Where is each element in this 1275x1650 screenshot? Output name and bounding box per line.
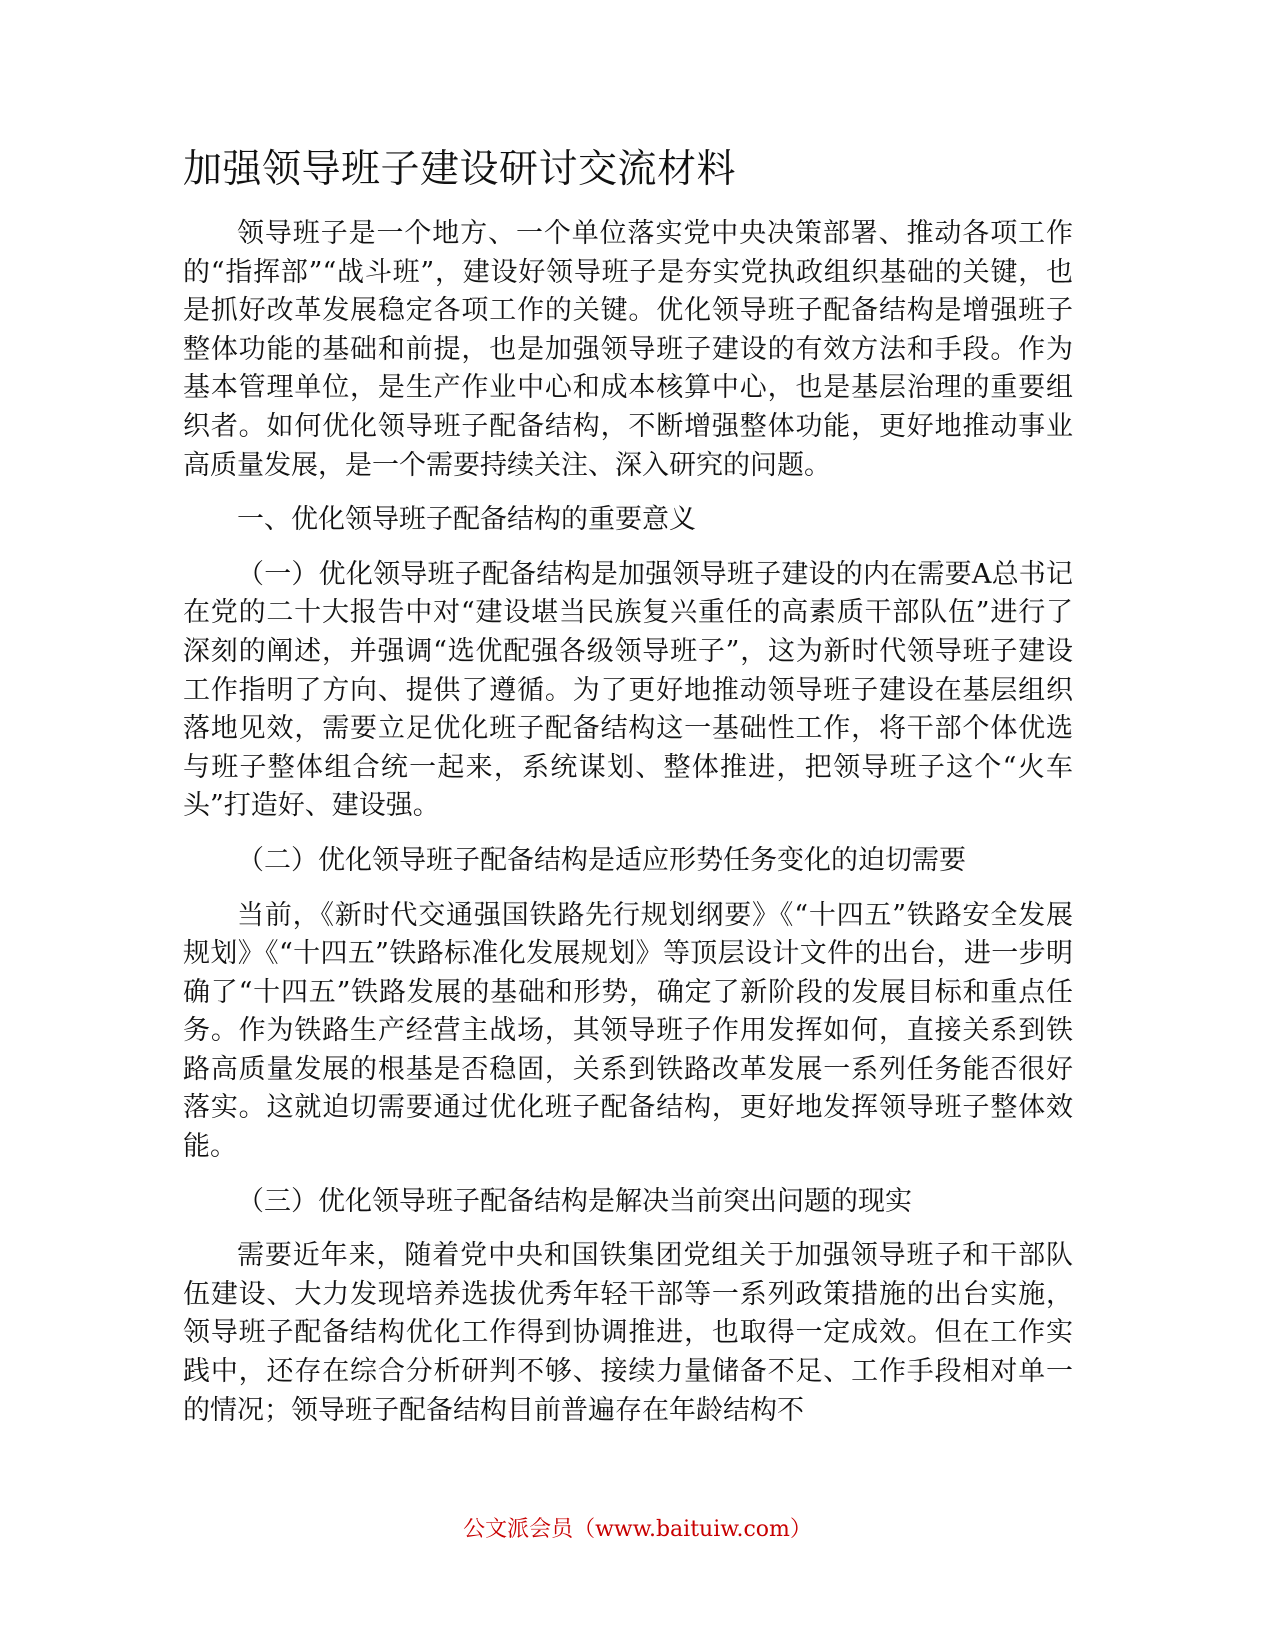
subsection-heading-2: （二）优化领导班子配备结构是适应形势任务变化的迫切需要: [237, 844, 966, 876]
subsection-heading-3: （三）优化领导班子配备结构是解决当前突出问题的现实: [237, 1185, 912, 1217]
footer-watermark-link[interactable]: 公文派会员（www.baituiw.com）: [463, 1517, 812, 1542]
paragraph-subsection-3: 需要近年来，随着党中央和国铁集团党组关于加强领导班子和干部队伍建设、大力发现培养选拔优秀年轻干部等一系列政策措施的出台实施，领导班子配备结构优化工作得到协调推进，也取得一定成效。但在工作实践中，还存在综合分析研判不够、接续力量储备不足、工作手段相对单一的情况；领导班子配备结构目前普遍存在年龄结构不: [183, 1240, 1073, 1426]
paragraph-subsection-1: （一）优化领导班子配备结构是加强领导班子建设的内在需要A总书记在党的二十大报告中对“建设堪当民族复兴重任的高素质干部队伍”进行了深刻的阐述，并强调“选优配强各级领导班子”，这为新时代领导班子建设工作指明了方向、提供了遵循。为了更好地推动领导班子建设在基层组织落地见效，需要立足优化班子配备结构这一基础性工作，将干部个体优选与班子整体组合统一起来，系统谋划、整体推进，把领导班子这个“火车头”打造好、建设强。: [183, 558, 1073, 822]
document-title: 加强领导班子建设研讨交流材料: [183, 147, 737, 192]
document-page: [183, 145, 1073, 1446]
section-heading-1: 一、优化领导班子配备结构的重要意义: [237, 504, 696, 536]
paragraph-intro: 领导班子是一个地方、一个单位落实党中央决策部署、推动各项工作的“指挥部”“战斗班”，建设好领导班子是夯实党执政组织基础的关键，也是抓好改革发展稳定各项工作的关键。优化领导班子配备结构是增强班子整体功能的基础和前提，也是加强领导班子建设的有效方法和手段。作为基本管理单位，是生产作业中心和成本核算中心，也是基层治理的重要组织者。如何优化领导班子配备结构，不断增强整体功能，更好地推动事业高质量发展，是一个需要持续关注、深入研究的问题。: [183, 218, 1073, 481]
paragraph-subsection-2: 当前，《新时代交通强国铁路先行规划纲要》《“十四五”铁路安全发展规划》《“十四五”铁路标准化发展规划》等顶层设计文件的出台，进一步明确了“十四五”铁路发展的基础和形势，确定了新阶段的发展目标和重点任务。作为铁路生产经营主战场，其领导班子作用发挥如何，直接关系到铁路高质量发展的根基是否稳固，关系到铁路改革发展一系列任务能否很好落实。这就迫切需要通过优化班子配备结构，更好地发挥领导班子整体效能。: [183, 899, 1073, 1163]
